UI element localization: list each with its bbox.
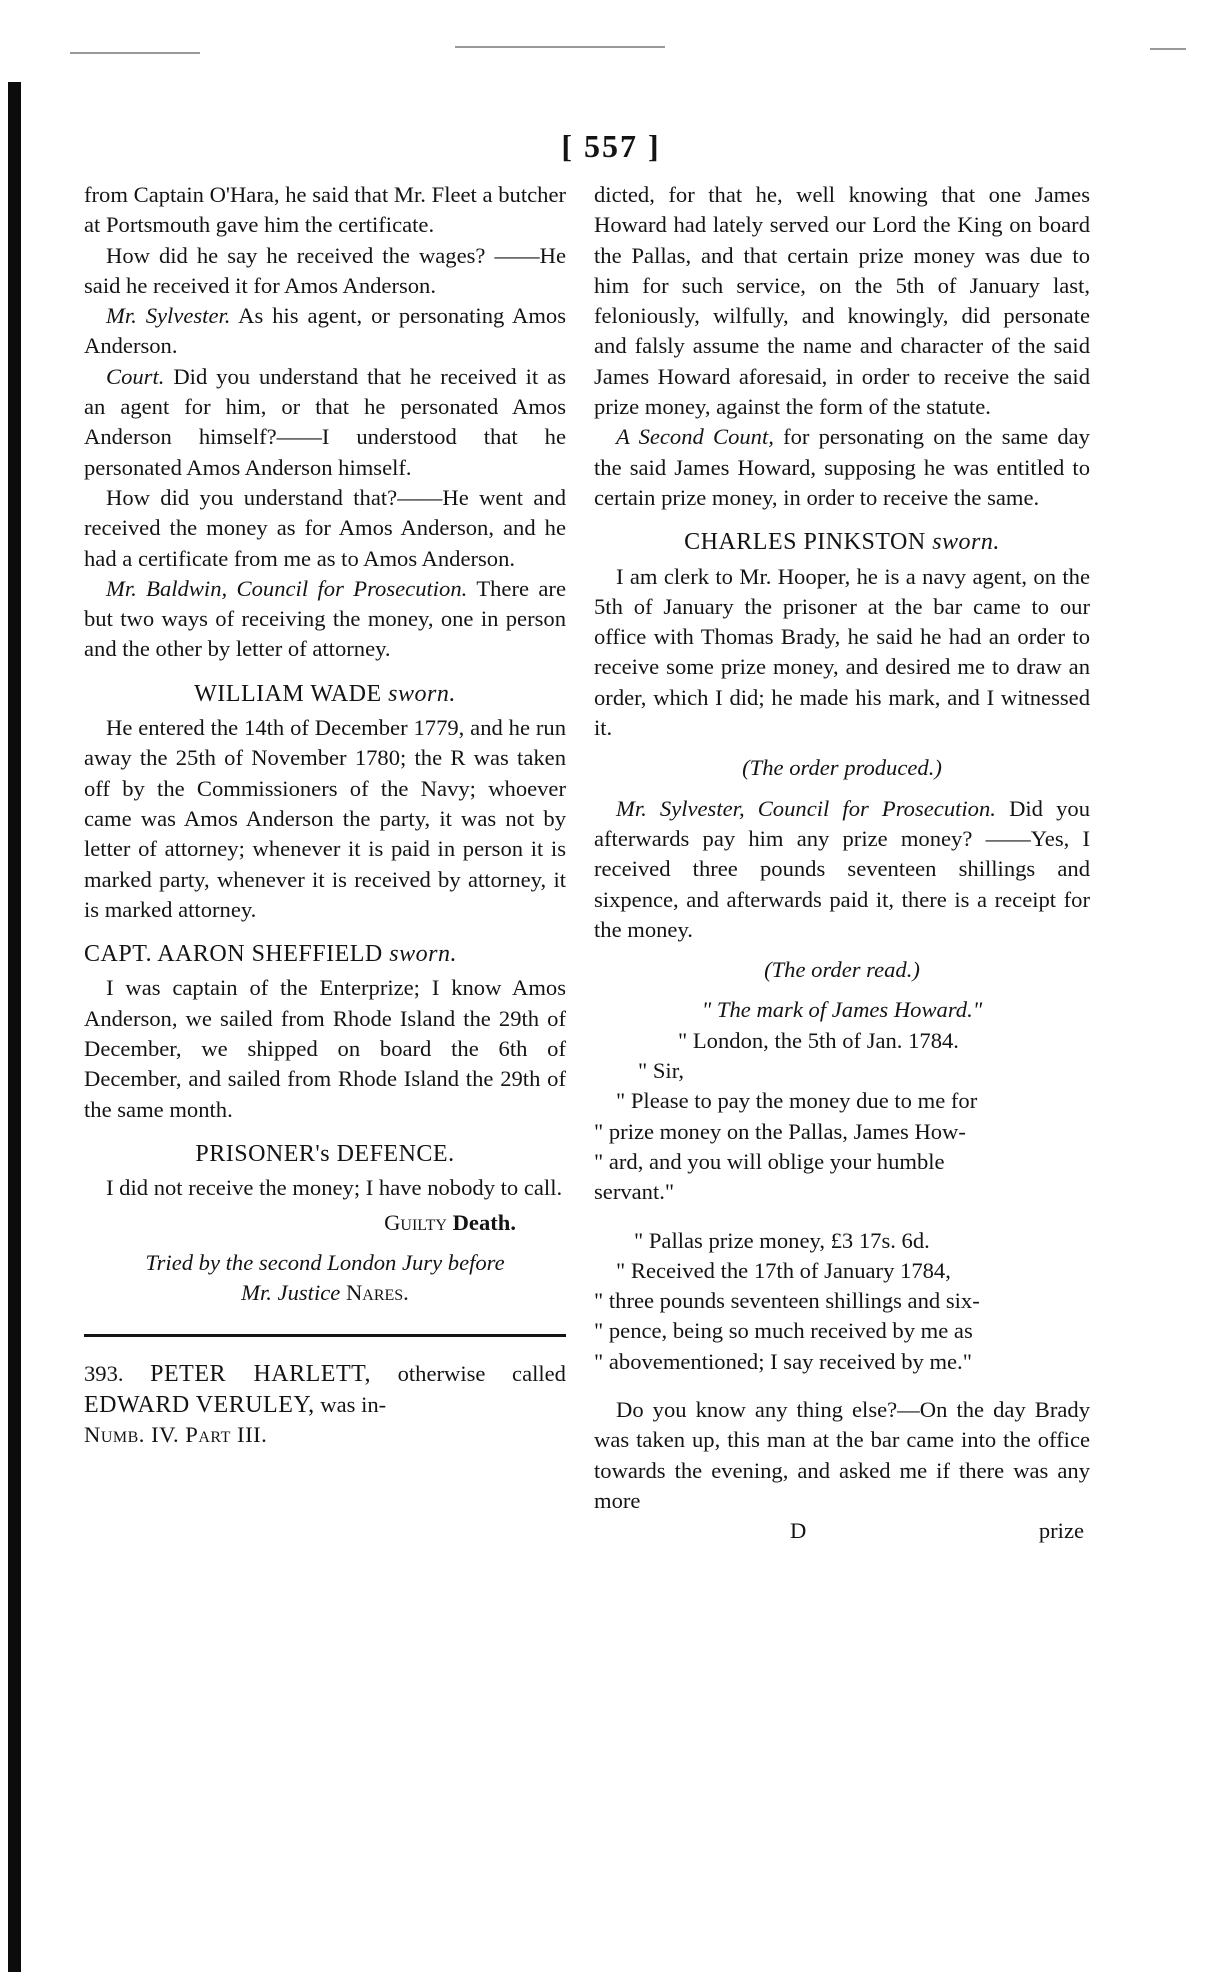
quote-line: " Please to pay the money due to me for [616,1088,978,1114]
signature-mark: D [790,1518,807,1544]
case-continuation: was in- [320,1391,387,1417]
speaker-label: Court. [106,363,165,389]
scan-speck [1150,48,1186,50]
paragraph: How did you understand that?——He went and received the money as for Amos Anderson, and he had a certificate from me as to Amos Anderson. [84,484,566,571]
quote-line: " three pounds seventeen shillings and six- [594,1288,980,1314]
right-column [594,180,1090,1546]
binding-edge [8,82,21,1972]
quote-line: " Pallas prize money, £3 17s. 6d. [634,1227,930,1253]
paragraph: He entered the 14th of December 1779, and he run away the 25th of November 1780; the R was taken off by the Commissioners of the Navy; whoever came was Amos Anderson the party, it was not by letter of attorney; whenever it is paid in person it is marked party, whenever it is received by attorney, it is marked attorney. [84,715,566,922]
paragraph [84,362,566,483]
verdict-guilty: Guilty [384,1209,447,1235]
witness-heading [594,527,1090,557]
tried-line [84,1278,566,1308]
tried-judge: Nares. [345,1280,409,1306]
speaker-label: Mr. Baldwin, Council for Prosecution. [106,575,468,601]
quote-line: " Sir, [638,1058,684,1084]
quote-line: " The mark of James Howard." [701,997,983,1023]
catchword: prize [1038,1518,1084,1544]
paragraph-text: Did you understand that he received it as an agent for him, or that he personated Amos Anderson himself?——I understood that he personated Amos Anderson himself. [84,363,566,480]
witness-heading [84,939,566,969]
case-header [84,1359,566,1420]
verdict [84,1208,566,1238]
paragraph: Do you know any thing else?—On the day Brady was taken up, this man at the bar came into the office towards the evening, and asked me if there was any more [594,1396,1090,1513]
sworn-label: sworn. [932,529,1000,556]
quote-line: " London, the 5th of Jan. 1784. [678,1027,959,1053]
case-number: 393. [84,1361,124,1387]
quote-line: " abovementioned; I say received by me." [594,1348,972,1374]
paragraph [594,794,1090,945]
paragraph: I was captain of the Enterprize; I know Amos Anderson, we sailed from Rhode Island the 29th of December, we shipped on board the 6th of December, and sailed from Rhode Island the 29th of the same month. [84,975,566,1122]
paragraph: from Captain O'Hara, he said that Mr. Fleet a butcher at Portsmouth gave him the certificate. [84,182,566,238]
case-name: EDWARD VERULEY, [84,1391,315,1418]
case-alias: otherwise called [397,1361,566,1387]
quote-line: " ard, and you will oblige your humble [594,1148,945,1174]
witness-name: CAPT. AARON SHEFFIELD [84,941,383,968]
paragraph: How did he say he received the wages? ——He said he received it for Amos Anderson. [84,242,566,298]
page-footer [594,1516,1090,1546]
quote-line: servant." [594,1179,675,1205]
numb-line: Numb. IV. Part III. [84,1421,268,1447]
scan-speck [455,46,665,48]
scan-speck [70,52,200,54]
quote-line: " Received the 17th of January 1784, [616,1257,951,1283]
paragraph: dicted, for that he, well knowing that one James Howard had lately served our Lord the King on board the Pallas, and that certain prize money was due to him for such service, on the 5th of January last, feloniously, wilfully, and knowingly, did personate and falsly assume the name and character of the said James Howard aforesaid, in order to receive the said prize money, against the form of the statute. [594,182,1090,420]
witness-name: WILLIAM WADE [194,680,382,707]
sworn-label: sworn. [388,680,456,707]
paragraph-text: Did you afterwards pay him any prize money? ——Yes, I received three pounds seventeen shillings and sixpence, and afterwards paid it, there is a receipt for the money. [594,795,1090,942]
paragraph-text: There are but two ways of receiving the money, one in person and the other by letter of attorney. [84,575,566,662]
defence-heading: PRISONER's DEFENCE. [195,1140,455,1167]
quote-line: " pence, being so much received by me as [594,1318,973,1344]
tried-judge-title: Mr. Justice [241,1280,341,1306]
paragraph [84,574,566,665]
witness-name: CHARLES PINKSTON [684,529,926,556]
witness-heading [84,679,566,709]
paragraph: I did not receive the money; I have nobody to call. [106,1175,563,1201]
sworn-label: sworn. [389,941,457,968]
tried-line: Tried by the second London Jury before [145,1249,505,1275]
stage-direction: (The order read.) [764,957,920,983]
verdict-death: Death. [452,1209,516,1235]
quote-line: " prize money on the Pallas, James How- [594,1118,966,1144]
paragraph-text: As his agent, or personating Amos Anderson. [84,303,566,359]
speaker-label: Mr. Sylvester, Council for Prosecution. [616,795,996,821]
speaker-label: Mr. Sylvester. [106,303,231,329]
paragraph-text: for personating on the same day the said James Howard, supposing he was entitled to certain prize money, in order to receive the same. [594,424,1090,510]
paragraph [594,422,1090,513]
stage-direction: (The order produced.) [742,755,942,781]
section-rule [84,1334,566,1337]
page-number: [ 557 ] [561,128,661,164]
left-column [84,180,566,1450]
paragraph: I am clerk to Mr. Hooper, he is a navy agent, on the 5th of January the prisoner at the bar came to our office with Thomas Brady, he said he had an order to receive some prize money, and desired me to draw an order, which I did; he made his mark, and I witnessed it. [594,563,1090,741]
paragraph [84,301,566,362]
case-name: PETER HARLETT, [150,1361,371,1388]
count-label: A Second Count, [616,424,774,450]
